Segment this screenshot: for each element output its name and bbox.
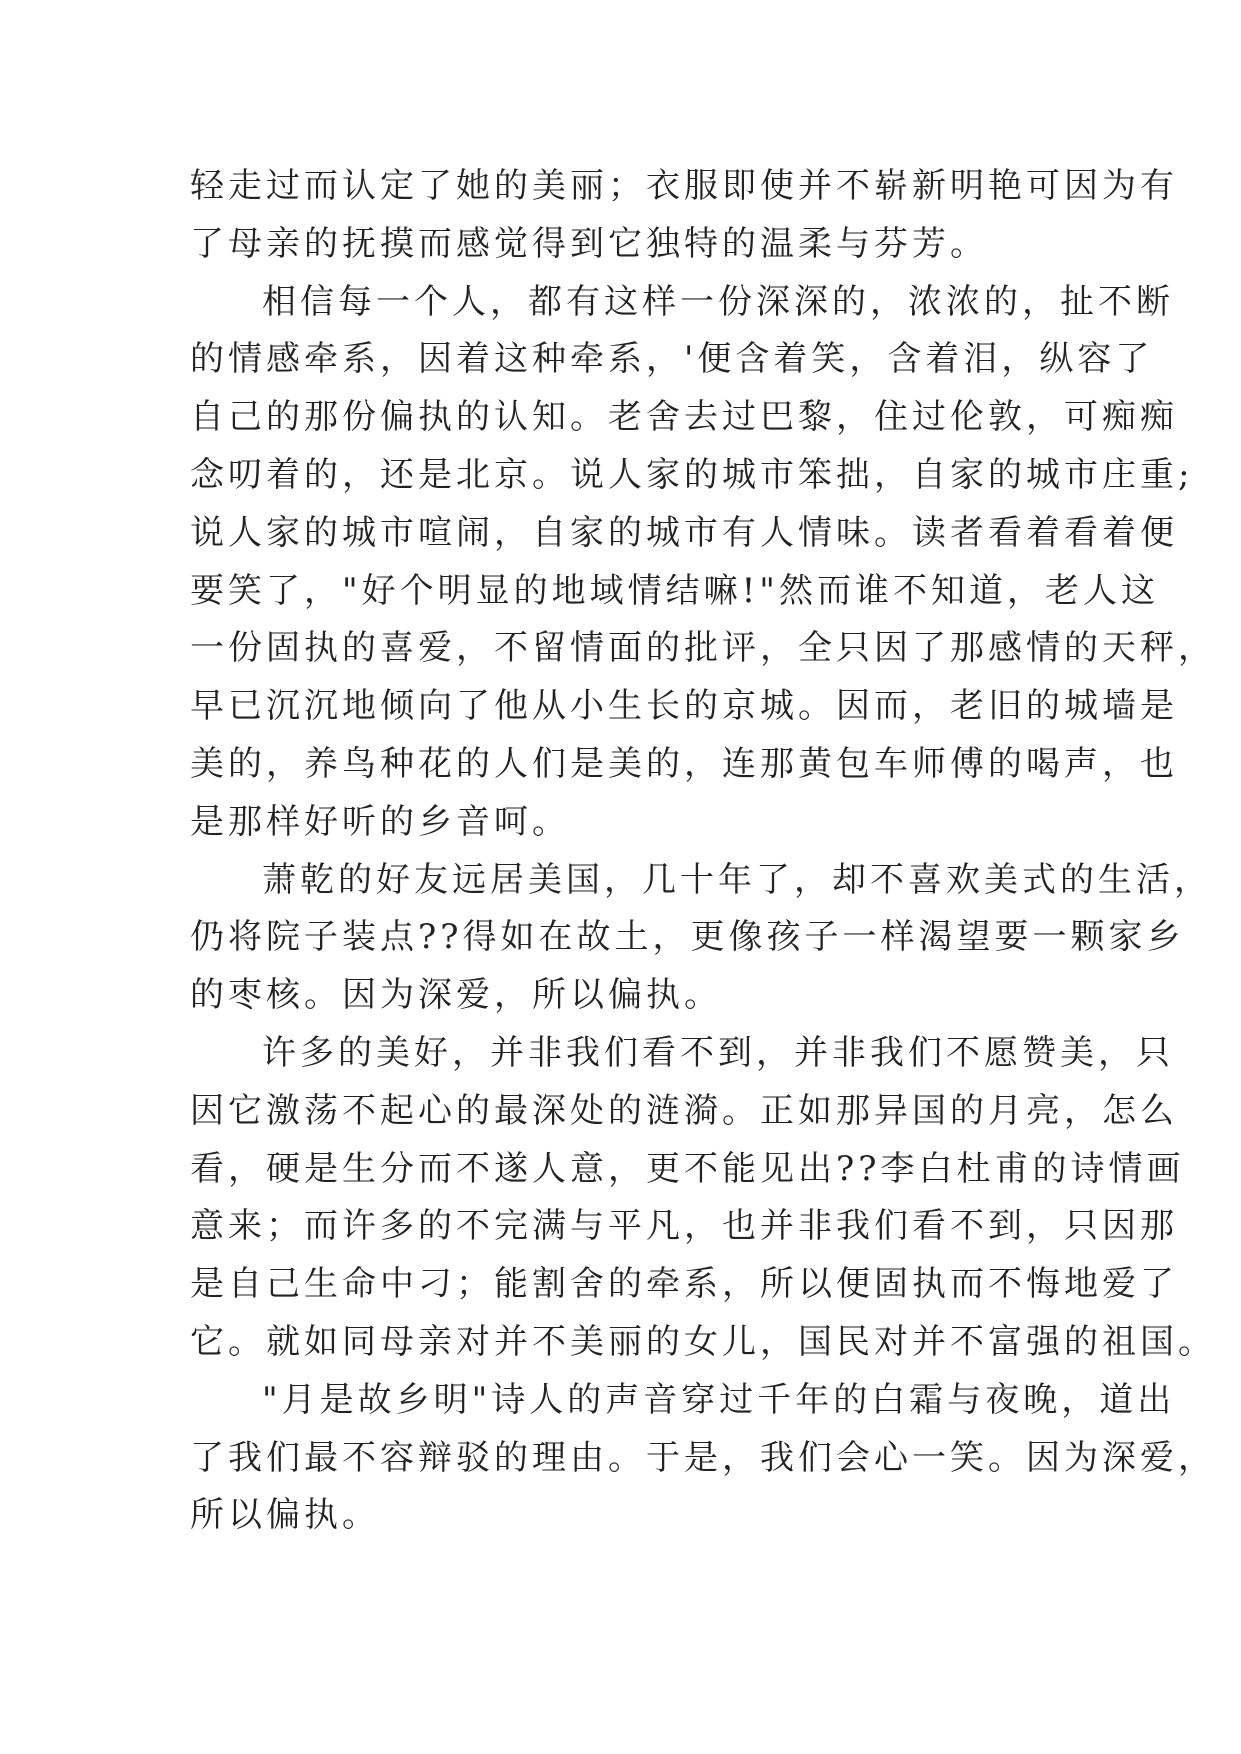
paragraph-start-line: 相信每一个人，都有这样一份深深的，浓浓的，扯不断 — [262, 281, 1174, 322]
text-line: 所以偏执。 — [190, 1495, 380, 1536]
essay-body — [190, 158, 1216, 1545]
text-line: 早已沉沉地倾向了他从小生长的京城。因而，老旧的城墙是 — [190, 686, 1178, 727]
text-line: 了我们最不容辩驳的理由。于是，我们会心一笑。因为深爱， — [190, 1437, 1216, 1478]
text-line: 它。就如同母亲对并不美丽的女儿，国民对并不富强的祖国。 — [190, 1321, 1216, 1362]
text-line: 一份固执的喜爱，不留情面的批评，全只因了那感情的天秤， — [190, 628, 1216, 669]
text-line: 了母亲的抚摸而感觉得到它独特的温柔与芬芳。 — [190, 223, 988, 264]
text-line: 美的，养鸟种花的人们是美的，连那黄包车师傅的喝声，也 — [190, 743, 1178, 784]
text-line: 自己的那份偏执的认知。老舍去过巴黎，住过伦敦，可痴痴 — [190, 397, 1178, 438]
text-line: 仍将院子装点??得如在故土，更像孩子一样渴望要一颗家乡 — [190, 917, 1185, 958]
text-line: 轻走过而认定了她的美丽；衣服即使并不崭新明艳可因为有 — [190, 166, 1178, 206]
text-line: 要笑了，"好个明显的地域情结嘛!"然而谁不知道，老人这 — [190, 570, 1159, 611]
paragraph-start-line: "月是故乡明"诗人的声音穿过千年的白霜与夜晚，道出 — [262, 1379, 1176, 1420]
paragraph-start-line: 许多的美好，并非我们看不到，并非我们不愿赞美，只 — [262, 1032, 1174, 1073]
text-line: 念叨着的，还是北京。说人家的城市笨拙，自家的城市庄重; — [190, 454, 1194, 495]
text-line: 因它激荡不起心的最深处的涟漪。正如那异国的月亮，怎么 — [190, 1090, 1178, 1131]
text-line: 是自己生命中刁；能割舍的牵系，所以便固执而不悔地爱了 — [190, 1264, 1178, 1305]
text-line: 看，硬是生分而不遂人意，更不能见出??李白杜甫的诗情画 — [190, 1148, 1185, 1189]
text-line: 意来；而许多的不完满与平凡，也并非我们看不到，只因那 — [190, 1206, 1178, 1247]
text-line: 的情感牵系，因着这种牵系，'便含着笑，含着泪，纵容了 — [190, 339, 1154, 380]
text-line: 是那样好听的乡音呵。 — [190, 801, 570, 842]
text-line: 的枣核。因为深爱，所以偏执。 — [190, 975, 722, 1016]
paragraph-start-line: 萧乾的好友远居美国，几十年了，却不喜欢美式的生活， — [262, 859, 1212, 900]
text-line: 说人家的城市喧闹，自家的城市有人情味。读者看着看着便 — [190, 512, 1178, 553]
